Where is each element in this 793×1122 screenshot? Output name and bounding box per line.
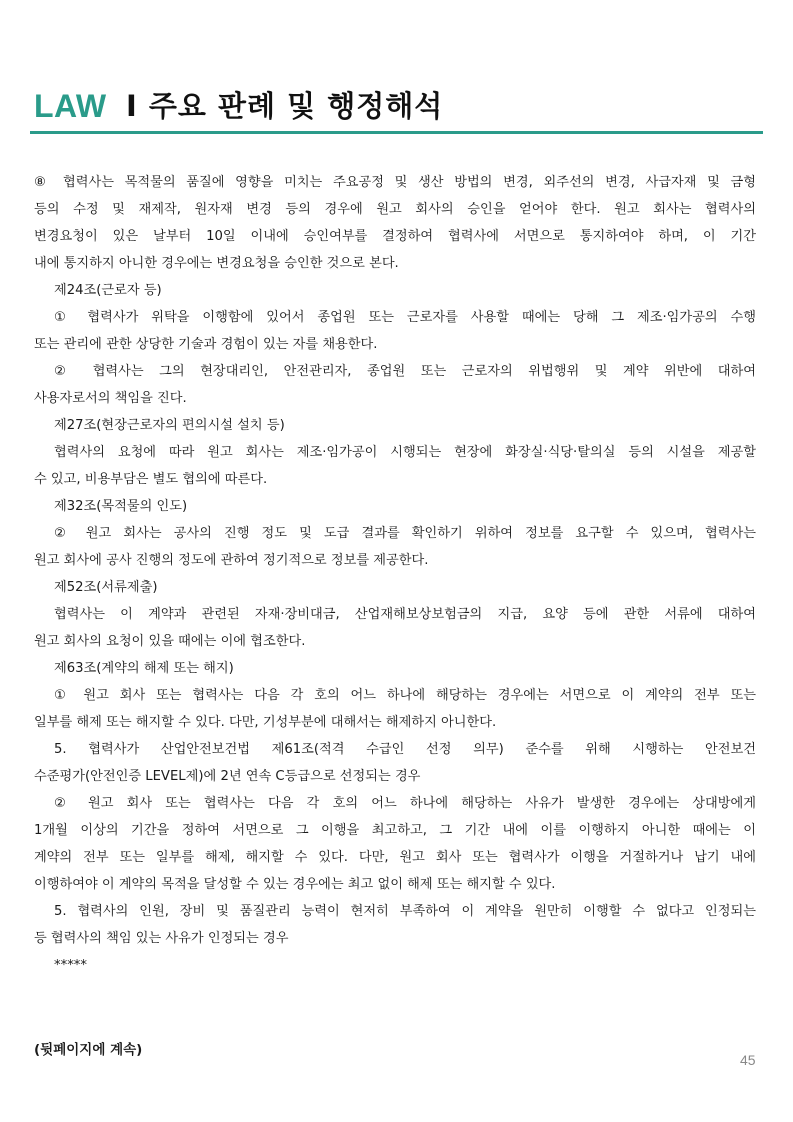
- page-number: 45: [740, 1052, 756, 1068]
- end-marker: *****: [54, 958, 87, 973]
- text-line: 5. 협력사가 산업안전보건법 제61조(적격 수급인 선정 의무) 준수를 위해 시행하는 안전보건: [54, 742, 756, 757]
- text-line: ① 협력사가 위탁을 이행함에 있어서 종업원 또는 근로자를 사용할 때에는 당해 그 제조·임가공의 수행: [54, 310, 756, 325]
- text-line: 1개월 이상의 기간을 정하여 서면으로 그 이행을 최고하고, 그 기간 내에 이를 이행하지 아니한 때에는 이: [34, 823, 756, 838]
- article-heading: 제27조(현장근로자의 편의시설 설치 등): [54, 418, 285, 433]
- page-header: [34, 86, 764, 126]
- article-heading: 제63조(계약의 해제 또는 해지): [54, 661, 234, 676]
- text-line: ② 원고 회사는 공사의 진행 정도 및 도급 결과를 확인하기 위하여 정보를 요구할 수 있으며, 협력사는: [54, 526, 756, 541]
- text-line: ② 원고 회사 또는 협력사는 다음 각 호의 어느 하나에 해당하는 사유가 발생한 경우에는 상대방에게: [54, 796, 756, 811]
- text-line: ① 원고 회사 또는 협력사는 다음 각 호의 어느 하나에 해당하는 경우에는 서면으로 이 계약의 전부 또는: [54, 688, 756, 703]
- text-line: 5. 협력사의 인원, 장비 및 품질관리 능력이 현저히 부족하여 이 계약을 원만히 이행할 수 없다고 인정되는: [54, 904, 756, 919]
- article-heading: 제24조(근로자 등): [54, 283, 162, 298]
- text-line: 또는 관리에 관한 상당한 기술과 경험이 있는 자를 채용한다.: [34, 337, 378, 352]
- text-line: 수 있고, 비용부담은 별도 협의에 따른다.: [34, 472, 268, 487]
- text-line: 사용자로서의 책임을 진다.: [34, 391, 187, 406]
- text-line: 원고 회사의 요청이 있을 때에는 이에 협조한다.: [34, 634, 306, 649]
- text-line: 등 협력사의 책임 있는 사유가 인정되는 경우: [34, 931, 289, 946]
- text-line: 이행하여야 이 계약의 목적을 달성할 수 있는 경우에는 최고 없이 해제 또는 해지할 수 있다.: [34, 877, 556, 892]
- text-line: 일부를 해제 또는 해지할 수 있다. 다만, 기성부분에 대해서는 해제하지 아니한다.: [34, 715, 497, 730]
- article-heading: 제32조(목적물의 인도): [54, 499, 188, 514]
- text-line: 수준평가(안전인증 LEVEL제)에 2년 연속 C등급으로 선정되는 경우: [34, 769, 421, 784]
- page-title: I 주요 판례 및 행정해석: [126, 89, 444, 123]
- continued-note: (뒷페이지에 계속): [34, 1042, 143, 1058]
- text-line: 계약의 전부 또는 일부를 해제, 해지할 수 있다. 다만, 원고 회사 또는 협력사가 이행을 거절하거나 납기 내에: [34, 850, 756, 865]
- text-line: 변경요청이 있은 날부터 10일 이내에 승인여부를 결정하여 협력사에 서면으로 통지하여야 하며, 이 기간: [34, 229, 756, 244]
- document-body: [34, 169, 756, 979]
- text-line: ⑧ 협력사는 목적물의 품질에 영향을 미치는 주요공정 및 생산 방법의 변경, 외주선의 변경, 사급자재 및 금형: [34, 175, 756, 190]
- header-rule: [30, 131, 763, 134]
- text-line: 원고 회사에 공사 진행의 정도에 관하여 정기적으로 정보를 제공한다.: [34, 553, 429, 568]
- article-heading: 제52조(서류제출): [54, 580, 158, 595]
- text-line: 등의 수정 및 재제작, 원자재 변경 등의 경우에 원고 회사의 승인을 얻어야 한다. 원고 회사는 협력사의: [34, 202, 756, 217]
- text-line: 협력사의 요청에 따라 원고 회사는 제조·임가공이 시행되는 현장에 화장실·식당·탈의실 등의 시설을 제공할: [54, 445, 756, 460]
- text-line: 협력사는 이 계약과 관련된 자재·장비대금, 산업재해보상보험금의 지급, 요양 등에 관한 서류에 대하여: [54, 607, 756, 622]
- text-line: ② 협력사는 그의 현장대리인, 안전관리자, 종업원 또는 근로자의 위법행위 및 계약 위반에 대하여: [54, 364, 756, 379]
- section-label: LAW: [34, 88, 107, 124]
- text-line: 내에 통지하지 아니한 경우에는 변경요청을 승인한 것으로 본다.: [34, 256, 399, 271]
